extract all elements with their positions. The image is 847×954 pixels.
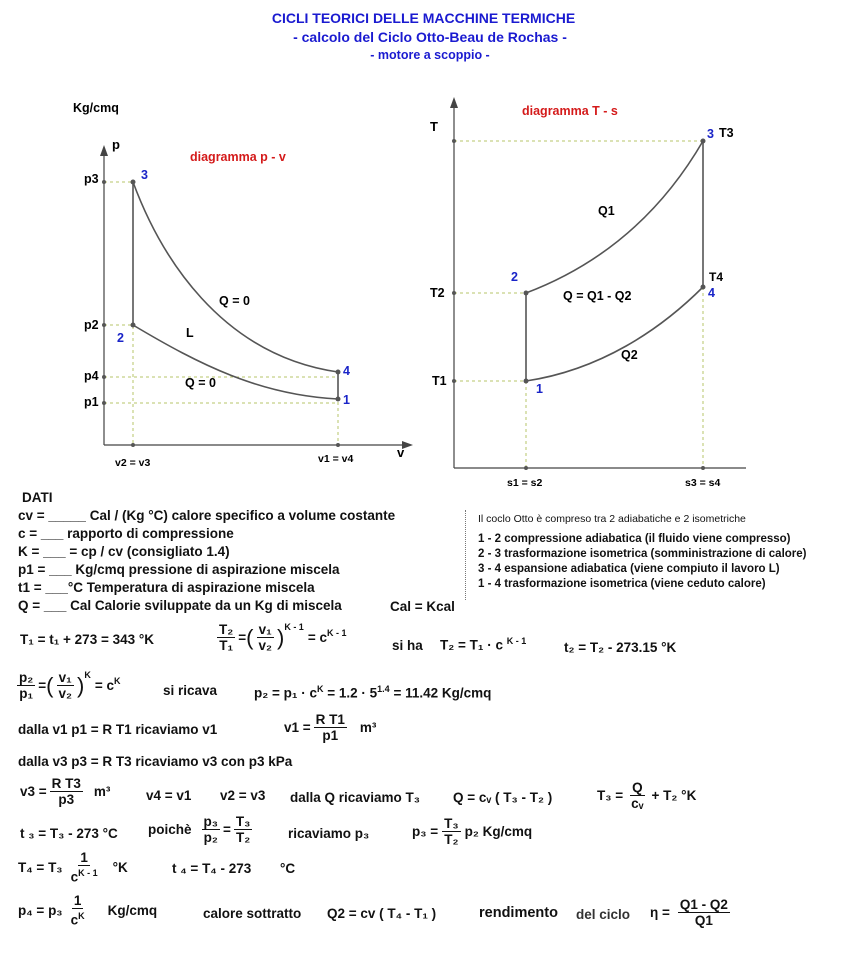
ts-q2: Q2 (621, 348, 638, 362)
ts-points (452, 139, 706, 471)
dati-line-t1: t1 = ___°C Temperatura di aspirazione miscela (18, 580, 315, 595)
frac-den: p3 (58, 792, 75, 807)
frac-num: Q1 - Q2 (679, 897, 728, 912)
formula-p2-ratio: $\frac{\text{p₂}}{\text{p₁}}$ = ( $\frac{\text{v₁}}{\text{v₂}}$ ) $^K$ = c $^K$ (19, 670, 121, 701)
frac-num: v₁ (58, 670, 72, 685)
p3-lhs: p₃ = (412, 824, 439, 839)
formula-v1 (284, 712, 376, 743)
pv-cycle (133, 182, 338, 399)
formula-efficiency (650, 897, 733, 928)
formula-v2: v2 = v3 (220, 788, 266, 803)
pv-q-lower: Q = 0 (185, 376, 216, 390)
page-title: CICLI TEORICI DELLE MACCHINE TERMICHE (271, 10, 576, 26)
pv-label-v-left: v2 = v3 (115, 457, 151, 469)
frac-num: R T1 (315, 712, 345, 727)
ts-node-2: 2 (511, 270, 518, 284)
eta-lhs: η = (650, 905, 670, 920)
ts-q-net: Q = Q1 - Q2 (563, 289, 632, 303)
frac-num: p₃ (203, 814, 219, 829)
ts-node-4: 4 (708, 286, 715, 300)
formula-si-ha: si ha (392, 638, 423, 653)
pv-points (102, 180, 341, 448)
v3-lhs: v3 = (20, 784, 47, 799)
pv-unit: Kg/cmq (73, 101, 119, 115)
pv-node-2: 2 (117, 331, 124, 345)
formula-t3-celsius: t ₃ = T₃ - 273 °C (20, 826, 118, 841)
ts-q1: Q1 (598, 204, 615, 218)
frac-den: cᵥ (631, 796, 644, 811)
frac-num: 1 (80, 850, 88, 865)
formula-t2-ratio: $\frac{\text{T₂}}{\text{T₁}}$ = ( $\frac{\text{v₁}}{\text{v₂}}$ ) $^{K - 1}$ = c $^{K - 1}$ (219, 622, 347, 653)
pv-title: diagramma p - v (190, 150, 286, 164)
formula-p2 (254, 684, 491, 701)
formula-t3 (597, 780, 696, 811)
dati-line-k: K = ___ = cp / cv (consigliato 1.4) (18, 544, 230, 559)
unit: Kg/cmq (107, 902, 158, 918)
formula-t4-celsius: t ₄ = T₄ - 273 (172, 861, 252, 876)
frac-den: T₁ (219, 638, 234, 653)
ts-node-3: 3 (707, 127, 714, 141)
t2-expr: T₂ = T₁ · c (440, 637, 503, 653)
page-subtitle: - calcolo del Ciclo Otto-Beau de Rochas - (293, 29, 567, 45)
formula-p4 (18, 893, 157, 928)
ts-label-t1: T1 (432, 374, 447, 388)
frac-num: 1 (73, 893, 82, 908)
pv-label-p3: p3 (84, 172, 99, 186)
frac-den: p₁ (19, 686, 34, 701)
legend-item: 1 - 4 trasformazione isometrica (viene ceduto calore) (478, 578, 766, 590)
formula-t4-unit: °C (280, 861, 296, 876)
exp: K - 1 (78, 868, 98, 878)
formula-q: Q = cᵥ ( T₃ - T₂ ) (453, 790, 553, 805)
dati-line-cv: cv = _____ Cal / (Kg °C) calore specifico a volume costante (18, 508, 396, 523)
ts-label-t4: T4 (709, 270, 724, 284)
formula-t2-celsius: t₂ = T₂ - 273.15 °K (564, 640, 677, 655)
ts-cycle (526, 141, 703, 381)
formula-t4 (18, 850, 128, 885)
pv-work: L (186, 326, 194, 340)
exp: 1.4 (377, 684, 390, 694)
ts-label-t2: T2 (430, 286, 445, 300)
formula-poiche: poichè $\frac{\text{p₃}}{\text{p₂}}$ = $\frac{\text{T₃}}{\text{T₂}}$ (148, 814, 251, 845)
t4-lhs: T₄ = T₃ (18, 859, 63, 875)
legend-heading: Il coclo Otto è compreso tra 2 adiabatiche e 2 isometriche (478, 513, 746, 525)
t3-lhs: T₃ = (597, 788, 624, 803)
dati-cal-note: Cal = Kcal (390, 599, 455, 614)
legend-divider (465, 510, 467, 600)
pv-label-v-right: v1 = v4 (318, 453, 354, 465)
frac-num: T₃ (444, 816, 459, 831)
frac-num: T₂ (219, 622, 234, 637)
dati-line-c: c = ___ rapporto di compressione (18, 526, 234, 541)
ts-label-t3: T3 (719, 126, 734, 140)
frac-num: Q (632, 780, 643, 795)
exp: K - 1 (284, 622, 304, 632)
frac-den: p₂ (203, 830, 218, 845)
formula-calore-sottratto: calore sottratto (203, 906, 302, 921)
frac-num: p₂ (19, 670, 34, 685)
pv-node-4: 4 (343, 364, 350, 378)
frac-den: v₂ (58, 686, 72, 701)
p4-lhs: p₄ = p₃ (18, 902, 63, 918)
exp: K (113, 676, 121, 686)
exp: K - 1 (506, 636, 527, 646)
legend-item: 2 - 3 trasformazione isometrica (somministrazione di calore) (478, 548, 807, 560)
pv-label-p4: p4 (84, 369, 99, 383)
formula-p3 (412, 816, 532, 847)
exp: K (78, 911, 85, 921)
frac-den (69, 909, 87, 928)
formula-si-ricava: si ricava (163, 683, 218, 698)
rhs: = c (307, 630, 327, 645)
p2-result: = 11.42 Kg/cmq (393, 685, 492, 701)
ts-label-s-left: s1 = s2 (507, 477, 543, 489)
p2-expr: p₂ = p₁ · c (254, 685, 317, 701)
formula-t2 (440, 636, 526, 653)
legend-item: 3 - 4 espansione adiabatica (viene compiuto il lavoro L) (478, 563, 780, 575)
formula-t3-intro: dalla Q ricaviamo T₃ (290, 790, 421, 805)
p3-rhs: p₂ Kg/cmq (464, 824, 533, 839)
exp: K (316, 684, 324, 694)
p2-calc: = 1.2 · 5 (327, 685, 378, 701)
formula-v3 (20, 776, 110, 807)
exp: K - 1 (326, 628, 347, 638)
pv-guides (104, 182, 338, 445)
base: c (70, 912, 79, 928)
t3-rhs: + T₂ °K (651, 788, 697, 803)
pv-axis-p: p (112, 137, 120, 152)
pv-label-p2: p2 (84, 318, 99, 332)
frac-den: Q1 (694, 913, 713, 928)
dati-line-p1: p1 = ___ Kg/cmq pressione di aspirazione miscela (18, 562, 340, 577)
frac-den: p1 (322, 728, 339, 743)
legend-item: 1 - 2 compressione adiabatica (il fluido viene compresso) (478, 533, 791, 545)
dati-heading: DATI (22, 490, 53, 505)
v1-lhs: v1 = (284, 720, 311, 735)
formula-v1-intro: dalla v1 p1 = R T1 ricaviamo v1 (18, 722, 218, 737)
frac-num: T₃ (235, 814, 251, 829)
page-subtitle-2: - motore a scoppio - (370, 48, 490, 62)
unit: °K (112, 859, 128, 875)
frac-num: v₁ (258, 622, 272, 637)
ts-guides (454, 141, 703, 468)
ts-title: diagramma T - s (522, 104, 618, 118)
frac-den (69, 866, 100, 885)
ts-node-1: 1 (536, 382, 543, 396)
frac-num: R T3 (51, 776, 81, 791)
ts-label-s-right: s3 = s4 (685, 477, 721, 489)
base: c (70, 869, 79, 885)
unit: m³ (359, 720, 377, 735)
frac-den: T₂ (236, 830, 251, 845)
ts-axis-t: T (430, 119, 438, 134)
frac-den: v₂ (258, 638, 272, 653)
dati-line-q: Q = ___ Cal Calorie sviluppate da un Kg di miscela (18, 598, 342, 613)
formula-t1: T₁ = t₁ + 273 = 343 °K (20, 632, 155, 647)
formula-q2: Q2 = cv ( T₄ - T₁ ) (327, 906, 437, 921)
formula-v3-intro: dalla v3 p3 = R T3 ricaviamo v3 con p3 kPa (18, 754, 293, 769)
ts-y-arrow (450, 97, 458, 108)
formula-v4: v4 = v1 (146, 788, 192, 803)
formula-rendimento: rendimento (479, 905, 558, 921)
poiche-label: poichè (148, 822, 192, 837)
pv-q-upper: Q = 0 (219, 294, 250, 308)
rhs: = c (94, 678, 114, 693)
pv-node-1: 1 (343, 393, 350, 407)
formula-ricaviamo-p3: ricaviamo p₃ (288, 826, 370, 841)
formula-del-ciclo: del ciclo (576, 907, 631, 922)
pv-node-3: 3 (141, 168, 148, 182)
pv-axis-v: v (397, 445, 405, 460)
pv-label-p1: p1 (84, 395, 99, 409)
exp: K (84, 670, 91, 680)
frac-den: T₂ (444, 832, 459, 847)
pv-y-arrow (100, 145, 108, 156)
unit: m³ (93, 784, 111, 799)
